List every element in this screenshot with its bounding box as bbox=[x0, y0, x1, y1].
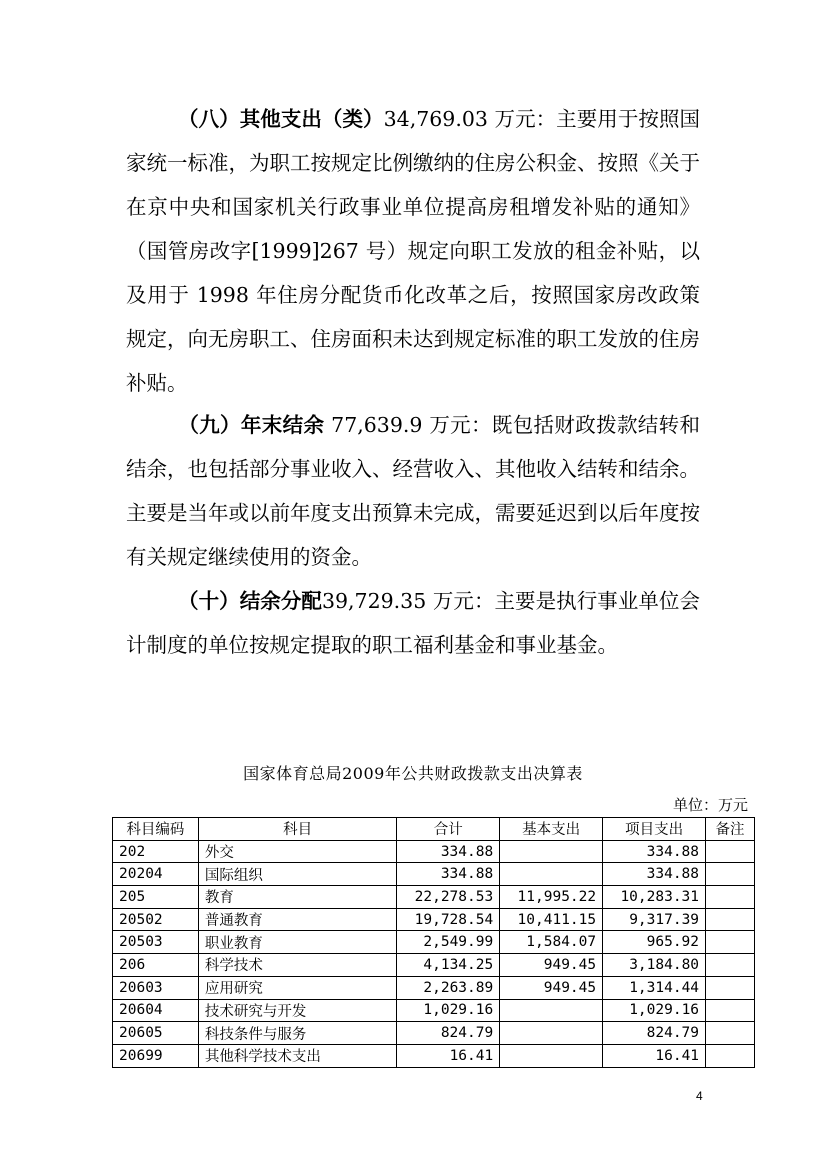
cell-project: 1,314.44 bbox=[603, 976, 706, 999]
cell-basic: 949.45 bbox=[500, 954, 603, 977]
cell-name: 技术研究与开发 bbox=[198, 999, 396, 1022]
header-project: 项目支出 bbox=[603, 818, 706, 841]
cell-total: 2,549.99 bbox=[397, 931, 500, 954]
cell-basic: 1,584.07 bbox=[500, 931, 603, 954]
cell-note bbox=[706, 1022, 755, 1045]
cell-note bbox=[706, 863, 755, 886]
cell-note bbox=[706, 886, 755, 909]
cell-code: 20604 bbox=[113, 999, 199, 1022]
cell-name: 其他科学技术支出 bbox=[198, 1044, 396, 1067]
cell-total: 22,278.53 bbox=[397, 886, 500, 909]
cell-code: 20204 bbox=[113, 863, 199, 886]
paragraph-balance-distribution bbox=[126, 579, 700, 667]
cell-note bbox=[706, 954, 755, 977]
paragraph-heading: （十）结余分配 bbox=[178, 589, 322, 613]
cell-note bbox=[706, 999, 755, 1022]
cell-basic: 949.45 bbox=[500, 976, 603, 999]
header-note: 备注 bbox=[706, 818, 755, 841]
table-row bbox=[113, 999, 755, 1022]
cell-total: 824.79 bbox=[397, 1022, 500, 1045]
cell-basic bbox=[500, 840, 603, 863]
cell-project: 824.79 bbox=[603, 1022, 706, 1045]
table-unit: 单位：万元 bbox=[672, 796, 748, 814]
cell-name: 外交 bbox=[198, 840, 396, 863]
cell-name: 应用研究 bbox=[198, 976, 396, 999]
cell-project: 10,283.31 bbox=[603, 886, 706, 909]
cell-total: 1,029.16 bbox=[397, 999, 500, 1022]
cell-total: 4,134.25 bbox=[397, 954, 500, 977]
cell-total: 16.41 bbox=[397, 1044, 500, 1067]
header-total: 合计 bbox=[397, 818, 500, 841]
table-row bbox=[113, 954, 755, 977]
paragraph-body: 34,769.03 万元：主要用于按照国家统一标准，为职工按规定比例缴纳的住房公积金、按照《关于在京中央和国家机关行政事业单位提高房租增发补贴的通知》（国管房改字[1999]267 号）规定向职工发放的租金补贴，以及用于 1998 年住房分配货币化改革之后，按照国家房改政策规定，向无房职工、住房面积未达到规定标准的职工发放的住房补贴。 bbox=[126, 107, 701, 395]
paragraph-body: 39,729.35 万元：主要是执行事业单位会计制度的单位按规定提取的职工福利基金和事业基金。 bbox=[126, 589, 700, 657]
cell-name: 国际组织 bbox=[198, 863, 396, 886]
cell-basic bbox=[500, 863, 603, 886]
table-row bbox=[113, 1022, 755, 1045]
cell-total: 2,263.89 bbox=[397, 976, 500, 999]
cell-name: 普通教育 bbox=[198, 908, 396, 931]
cell-code: 20503 bbox=[113, 931, 199, 954]
paragraph-body: 77,639.9 万元：既包括财政拨款结转和结余，也包括部分事业收入、经营收入、其他收入结转和结余。主要是当年或以前年度支出预算未完成，需要延迟到以后年度按有关规定继续使用的资金。 bbox=[126, 413, 701, 569]
cell-name: 科学技术 bbox=[198, 954, 396, 977]
table-title: 国家体育总局2009年公共财政拨款支出决算表 bbox=[243, 764, 583, 783]
cell-name: 职业教育 bbox=[198, 931, 396, 954]
cell-basic bbox=[500, 1044, 603, 1067]
page-number: 4 bbox=[696, 1089, 703, 1103]
header-basic: 基本支出 bbox=[500, 818, 603, 841]
cell-project: 334.88 bbox=[603, 840, 706, 863]
cell-basic: 10,411.15 bbox=[500, 908, 603, 931]
header-name: 科目 bbox=[198, 818, 396, 841]
cell-project: 3,184.80 bbox=[603, 954, 706, 977]
cell-total: 19,728.54 bbox=[397, 908, 500, 931]
table-header-row bbox=[113, 818, 755, 841]
table-row bbox=[113, 931, 755, 954]
cell-basic: 11,995.22 bbox=[500, 886, 603, 909]
cell-code: 20603 bbox=[113, 976, 199, 999]
cell-project: 16.41 bbox=[603, 1044, 706, 1067]
table-row bbox=[113, 886, 755, 909]
cell-total: 334.88 bbox=[397, 840, 500, 863]
paragraph-year-end-balance bbox=[126, 403, 700, 579]
cell-basic bbox=[500, 999, 603, 1022]
cell-project: 334.88 bbox=[603, 863, 706, 886]
cell-basic bbox=[500, 1022, 603, 1045]
cell-code: 205 bbox=[113, 886, 199, 909]
cell-note bbox=[706, 908, 755, 931]
cell-code: 20699 bbox=[113, 1044, 199, 1067]
cell-project: 965.92 bbox=[603, 931, 706, 954]
cell-note bbox=[706, 976, 755, 999]
cell-code: 20605 bbox=[113, 1022, 199, 1045]
expenditure-table bbox=[112, 817, 755, 1068]
cell-name: 教育 bbox=[198, 886, 396, 909]
cell-code: 20502 bbox=[113, 908, 199, 931]
table-row bbox=[113, 908, 755, 931]
paragraph-heading: （八）其他支出（类） bbox=[178, 107, 384, 131]
table-row bbox=[113, 976, 755, 999]
header-code: 科目编码 bbox=[113, 818, 199, 841]
cell-note bbox=[706, 1044, 755, 1067]
cell-project: 1,029.16 bbox=[603, 999, 706, 1022]
paragraph-heading: （九）年末结余 bbox=[178, 413, 325, 437]
cell-total: 334.88 bbox=[397, 863, 500, 886]
table-row bbox=[113, 840, 755, 863]
cell-project: 9,317.39 bbox=[603, 908, 706, 931]
paragraph-other-expenditure bbox=[126, 97, 700, 405]
table-row bbox=[113, 1044, 755, 1067]
table-row bbox=[113, 863, 755, 886]
cell-note bbox=[706, 931, 755, 954]
cell-code: 206 bbox=[113, 954, 199, 977]
cell-code: 202 bbox=[113, 840, 199, 863]
cell-name: 科技条件与服务 bbox=[198, 1022, 396, 1045]
cell-note bbox=[706, 840, 755, 863]
